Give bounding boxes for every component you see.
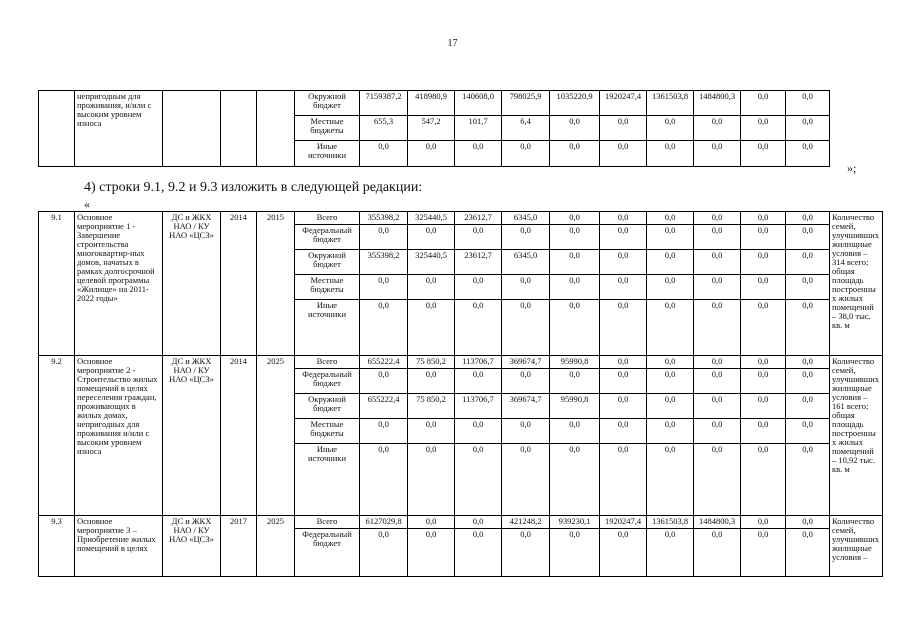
amount-cell: 325440,5 [408,250,455,275]
amount-cell: 101,7 [455,116,502,141]
amount-cell: 1484800,3 [694,516,741,529]
amount-cell: 0,0 [360,225,408,250]
amount-cell: 0,0 [455,529,502,577]
amount-cell: 0,0 [647,212,694,225]
amount-cell: 547,2 [408,116,455,141]
amount-cell: 421248,2 [502,516,550,529]
funding-source-cell: Всего [295,516,360,529]
amount-cell: 0,0 [647,419,694,444]
start-year-cell [221,91,257,167]
amount-cell: 0,0 [647,116,694,141]
amount-cell: 0,0 [502,369,550,394]
amount-cell: 369674,7 [502,356,550,369]
amount-cell: 0,0 [786,225,830,250]
amount-cell: 0,0 [455,141,502,167]
amount-cell: 0,0 [694,275,741,300]
funding-source-cell: Всего [295,212,360,225]
amount-cell: 0,0 [360,300,408,356]
amount-cell: 0,0 [550,225,600,250]
amount-cell: 0,0 [600,275,647,300]
amount-cell: 0,0 [741,225,786,250]
amount-cell: 0,0 [786,369,830,394]
funding-source-cell: Федеральный бюджет [295,369,360,394]
amount-cell: 0,0 [408,369,455,394]
end-year-cell: 2015 [257,212,295,356]
activity-name-cell: Основное мероприятие 1 - Завершение строительства многоквартир-ных домов, начатых в рамках долгосрочной целевой программы «Жилище» на 2011-2022 годы» [75,212,163,356]
amount-cell: 1035220,9 [550,91,600,116]
amount-cell: 0,0 [647,300,694,356]
amount-cell: 75 850,2 [408,356,455,369]
indicator-cell: Количество семей, улучшивших жилищные условия – 314 всего; общая площадь построенных жилых помещений – 38,0 тыс. кв. м [830,212,883,356]
table-row [39,356,883,369]
amount-cell: 23612,7 [455,212,502,225]
start-year-cell: 2017 [221,516,257,577]
amount-cell: 0,0 [786,356,830,369]
amount-cell: 0,0 [741,369,786,394]
amount-cell: 0,0 [694,419,741,444]
amount-cell: 0,0 [502,419,550,444]
amount-cell: 0,0 [694,444,741,516]
amount-cell: 0,0 [694,250,741,275]
amount-cell: 1361503,8 [647,91,694,116]
amount-cell: 7159387,2 [360,91,408,116]
amount-cell: 6345,0 [502,212,550,225]
executor-cell [163,91,221,167]
amount-cell: 0,0 [550,116,600,141]
amount-cell: 0,0 [455,516,502,529]
row-number-cell: 9.2 [39,356,75,516]
amount-cell: 939230,1 [550,516,600,529]
amount-cell: 0,0 [694,369,741,394]
amount-cell: 75 850,2 [408,394,455,419]
executor-cell: ДС и ЖКХ НАО / КУ НАО «ЦСЗ» [163,516,221,577]
amount-cell: 0,0 [741,516,786,529]
amount-cell: 0,0 [741,250,786,275]
amount-cell: 0,0 [694,300,741,356]
amount-cell: 0,0 [786,300,830,356]
amount-cell: 0,0 [502,300,550,356]
activity-name-cell: Основное мероприятие 2 - Строительство жилых помещений в целях переселения граждан, проживающих в жилых домах, непригодных для проживания и/или с высоким уровнем износа [75,356,163,516]
amount-cell: 0,0 [786,275,830,300]
amount-cell: 95990,8 [550,356,600,369]
funding-source-cell: Иные источники [295,300,360,356]
amount-cell: 0,0 [408,300,455,356]
amount-cell: 0,0 [600,225,647,250]
amount-cell: 0,0 [694,529,741,577]
amount-cell: 0,0 [360,444,408,516]
indicator-cell: Количество семей, улучшивших жилищные условия – 161 всего; общая площадь построенных жилых помещений – 10,92 тыс. кв. м [830,356,883,516]
amount-cell: 798025,9 [502,91,550,116]
amount-cell: 0,0 [694,212,741,225]
table-row [39,212,883,225]
row-number-cell: 9.3 [39,516,75,577]
amount-cell: 0,0 [550,250,600,275]
amount-cell: 355398,2 [360,250,408,275]
amount-cell: 0,0 [647,394,694,419]
amount-cell: 0,0 [741,394,786,419]
amount-cell: 0,0 [647,225,694,250]
end-year-cell: 2025 [257,516,295,577]
amount-cell: 6345,0 [502,250,550,275]
amount-cell: 0,0 [455,369,502,394]
amount-cell: 0,0 [647,356,694,369]
amount-cell: 0,0 [786,250,830,275]
amount-cell: 0,0 [408,141,455,167]
table-row [39,516,883,529]
amount-cell: 0,0 [600,369,647,394]
amount-cell: 23612,7 [455,250,502,275]
executor-cell: ДС и ЖКХ НАО / КУ НАО «ЦСЗ» [163,212,221,356]
funding-source-cell: Федеральный бюджет [295,529,360,577]
amount-cell: 0,0 [455,275,502,300]
section-heading: 4) строки 9.1, 9.2 и 9.3 изложить в следующей редакции: [84,180,423,195]
amount-cell: 0,0 [786,394,830,419]
funding-source-cell: Окружной бюджет [295,91,360,116]
amount-cell: 0,0 [647,275,694,300]
amount-cell: 0,0 [360,275,408,300]
amount-cell: 0,0 [694,225,741,250]
amount-cell: 0,0 [600,212,647,225]
amount-cell: 0,0 [647,369,694,394]
amount-cell: 0,0 [550,419,600,444]
funding-source-cell: Окружной бюджет [295,394,360,419]
amount-cell: 0,0 [741,444,786,516]
amount-cell: 0,0 [502,141,550,167]
amount-cell: 655222,4 [360,394,408,419]
amount-cell: 0,0 [647,141,694,167]
amount-cell: 0,0 [600,300,647,356]
amount-cell: 0,0 [455,419,502,444]
amount-cell: 0,0 [786,444,830,516]
end-year-cell: 2025 [257,356,295,516]
amount-cell: 355398,2 [360,212,408,225]
funding-source-cell: Местные бюджеты [295,116,360,141]
amount-cell: 0,0 [360,529,408,577]
amount-cell: 6127029,8 [360,516,408,529]
amount-cell: 1484800,3 [694,91,741,116]
amount-cell: 0,0 [408,444,455,516]
funding-source-cell: Местные бюджеты [295,419,360,444]
amount-cell: 95990,8 [550,394,600,419]
start-year-cell: 2014 [221,356,257,516]
program-table [38,211,883,577]
opening-quote: « [84,197,90,211]
amount-cell: 0,0 [786,141,830,167]
amount-cell: 0,0 [741,300,786,356]
funding-source-cell: Федеральный бюджет [295,225,360,250]
amount-cell: 0,0 [550,369,600,394]
amount-cell: 0,0 [786,91,830,116]
amount-cell: 369674,7 [502,394,550,419]
amount-cell: 0,0 [502,444,550,516]
row-number-cell [39,91,75,167]
amount-cell: 0,0 [786,116,830,141]
amount-cell: 0,0 [600,394,647,419]
row-number-cell: 9.1 [39,212,75,356]
amount-cell: 0,0 [502,225,550,250]
amount-cell: 6,4 [502,116,550,141]
amount-cell: 140608,0 [455,91,502,116]
amount-cell: 0,0 [408,529,455,577]
continuation-table [38,90,830,167]
indicator-cell: Количество семей, улучшивших жилищные условия – [830,516,883,577]
funding-source-cell: Всего [295,356,360,369]
amount-cell: 0,0 [600,529,647,577]
end-year-cell [257,91,295,167]
amount-cell: 0,0 [741,212,786,225]
amount-cell: 0,0 [786,516,830,529]
page-number: 17 [447,38,458,49]
start-year-cell: 2014 [221,212,257,356]
amount-cell: 0,0 [694,116,741,141]
amount-cell: 0,0 [786,419,830,444]
amount-cell: 0,0 [600,444,647,516]
executor-cell: ДС и ЖКХ НАО / КУ НАО «ЦСЗ» [163,356,221,516]
amount-cell: 0,0 [600,356,647,369]
funding-source-cell: Иные источники [295,141,360,167]
closing-quote: »; [847,161,857,175]
amount-cell: 0,0 [550,212,600,225]
amount-cell: 418980,9 [408,91,455,116]
amount-cell: 0,0 [408,419,455,444]
amount-cell: 0,0 [455,225,502,250]
amount-cell: 0,0 [741,356,786,369]
funding-source-cell: Иные источники [295,444,360,516]
amount-cell: 1920247,4 [600,516,647,529]
amount-cell: 0,0 [647,444,694,516]
amount-cell: 0,0 [360,419,408,444]
amount-cell: 0,0 [408,225,455,250]
table-row [39,91,830,116]
amount-cell: 0,0 [741,141,786,167]
amount-cell: 0,0 [694,141,741,167]
amount-cell: 0,0 [694,394,741,419]
amount-cell: 0,0 [550,141,600,167]
amount-cell: 0,0 [600,250,647,275]
amount-cell: 113706,7 [455,394,502,419]
amount-cell: 0,0 [694,356,741,369]
amount-cell: 325440,5 [408,212,455,225]
amount-cell: 0,0 [600,116,647,141]
amount-cell: 0,0 [600,419,647,444]
funding-source-cell: Местные бюджеты [295,275,360,300]
amount-cell: 0,0 [550,529,600,577]
amount-cell: 0,0 [741,91,786,116]
amount-cell: 0,0 [408,275,455,300]
amount-cell: 0,0 [741,275,786,300]
amount-cell: 0,0 [455,444,502,516]
amount-cell: 0,0 [647,529,694,577]
amount-cell: 0,0 [360,369,408,394]
amount-cell: 0,0 [455,300,502,356]
amount-cell: 0,0 [647,250,694,275]
amount-cell: 113706,7 [455,356,502,369]
amount-cell: 0,0 [502,275,550,300]
funding-source-cell: Окружной бюджет [295,250,360,275]
amount-cell: 0,0 [550,275,600,300]
activity-name-cell: Основное мероприятие 3 – Приобретение жилых помещений в целях [75,516,163,577]
activity-name-cell: непригодным для проживания, и/или с высоким уровнем износа [75,91,163,167]
amount-cell: 0,0 [786,529,830,577]
amount-cell: 0,0 [550,300,600,356]
amount-cell: 655222,4 [360,356,408,369]
amount-cell: 655,3 [360,116,408,141]
amount-cell: 1361503,8 [647,516,694,529]
amount-cell: 0,0 [408,516,455,529]
amount-cell: 0,0 [550,444,600,516]
amount-cell: 0,0 [502,529,550,577]
amount-cell: 0,0 [741,116,786,141]
amount-cell: 1920247,4 [600,91,647,116]
amount-cell: 0,0 [360,141,408,167]
amount-cell: 0,0 [741,529,786,577]
amount-cell: 0,0 [741,419,786,444]
amount-cell: 0,0 [600,141,647,167]
amount-cell: 0,0 [786,212,830,225]
